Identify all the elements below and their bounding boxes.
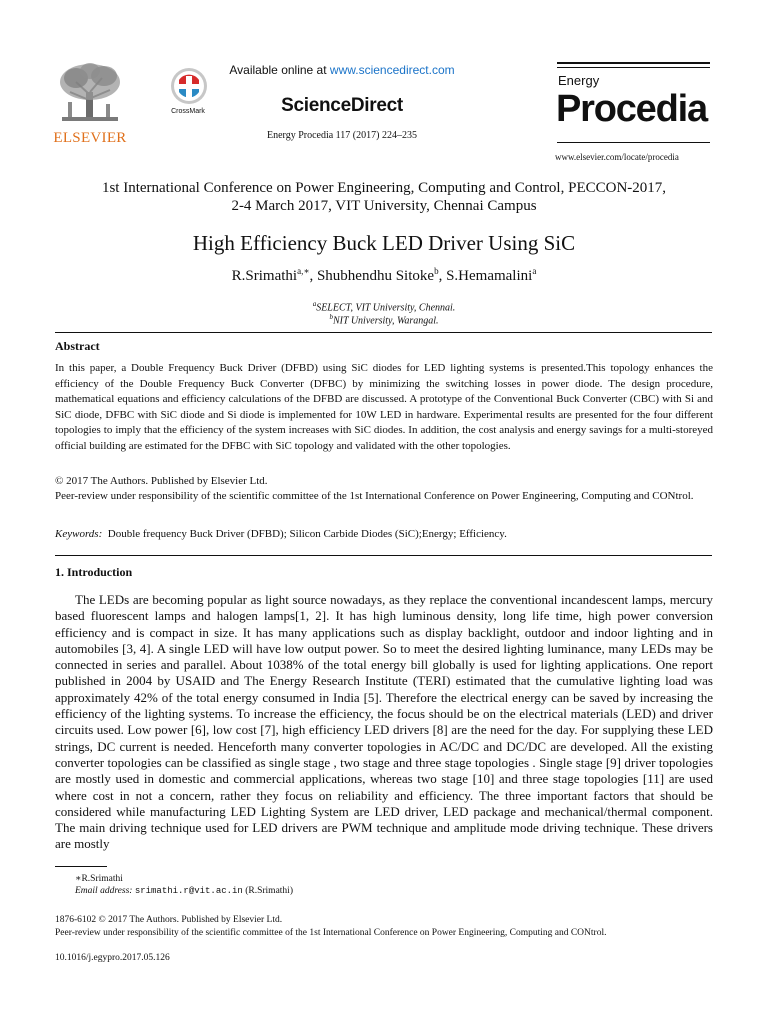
- section-heading-introduction: 1. Introduction: [55, 565, 133, 579]
- email-suffix: (R.Srimathi): [242, 886, 293, 896]
- abstract-peer-review: Peer-review under responsibility of the scientific committee of the 1st International Conference on Power Engineering, Computing and CONtrol.: [55, 490, 694, 502]
- section-divider: [55, 332, 712, 333]
- journal-name-small: Energy: [558, 73, 600, 88]
- conference-line-1: 1st International Conference on Power Engineering, Computing and Control, PECCON-2017,: [101, 180, 667, 196]
- footnote-author: ∗R.Srimathi: [75, 874, 123, 884]
- author-separator: ,: [309, 268, 317, 284]
- crossmark-label: CrossMark: [171, 108, 205, 115]
- keywords-text: Double frequency Buck Driver (DFBD); Silicon Carbide Diodes (SiC);Energy; Efficiency.: [107, 528, 507, 540]
- masthead-rule: [557, 67, 710, 68]
- footnote-email: [75, 886, 293, 896]
- author-name: Shubhendhu Sitoke: [316, 268, 435, 284]
- footer-peer-review: Peer-review under responsibility of the scientific committee of the 1st International Conference on Power Engineering, Computing and CONtrol.: [55, 928, 607, 938]
- keywords: [55, 528, 713, 540]
- elsevier-tree-icon: [56, 62, 124, 124]
- available-online: [222, 63, 462, 77]
- affiliation-mark: a: [312, 300, 317, 308]
- author-affiliation-mark: a: [532, 266, 537, 276]
- masthead-rule: [557, 62, 710, 64]
- author-affiliation-mark: a,∗: [297, 266, 310, 276]
- available-prefix: Available online at: [229, 63, 330, 77]
- affiliation: [0, 300, 768, 313]
- footer-issn: 1876-6102 © 2017 The Authors. Published by Elsevier Ltd.: [55, 915, 283, 925]
- footer-doi[interactable]: 10.1016/j.egypro.2017.05.126: [55, 953, 170, 963]
- affiliation-text: SELECT, VIT University, Chennai.: [316, 302, 456, 314]
- sciencedirect-link[interactable]: www.sciencedirect.com: [329, 63, 455, 77]
- elsevier-logo: [52, 62, 128, 148]
- email-address[interactable]: srimathi.r@vit.ac.in: [134, 886, 243, 896]
- introduction-text: The LEDs are becoming popular as light source nowadays, as they replace the conventional incandescent lamps, mercury based fluorescent lamps and halogen lamps[1, 2]. It has high luminous density, long life time, high power conversion efficiency and is compact in size. It has many applications such as display backlight, outdoor and indoor lighting and in automobiles [3, 4]. A single LED will have low output power. So to meet the desired lighting luminance, many LEDs may be connected in series and parallel. About 1038% of the total energy bill globally is used for lighting applications. One report published in 2004 by USAID and The Energy Research Institute (TERI) estimated that the cumulative lighting load was approximately 42% of the total energy consumed in India [5]. Therefore the electrical energy can be saved by increasing the efficiency of the lighting systems. To increase the efficiency, the focus should be on the electrical materials (LED) and driver circuits used. Low power [6], low cost [7], high efficiency LED drivers [8] are the need for the day. For supplying these LED strings, DC current is needed. Henceforth many converter topologies in AC/DC and DC/DC are developed. All the existing converter topologies can be classified as single stage , two stage and three stage topologies . Single stage [9] driver topologies are mostly used in domestic and commercial applications, whereas two stage [10] and three stage topologies [11] are used where cost in not a concern, rather they focus on reliability and efficiency. The three important factors that should be considered while manufacturing LED Lighting System are LED driver, LED package and mechanical/thermal component. The main driving technique used for LED drivers are PWM technique and amplitude mode driving technique. These drivers are mostly: [55, 592, 713, 852]
- abstract-copyright: © 2017 The Authors. Published by Elsevier Ltd.: [55, 475, 268, 487]
- elsevier-wordmark: ELSEVIER: [53, 130, 127, 146]
- author-list: [0, 266, 768, 285]
- abstract-heading: Abstract: [55, 339, 100, 353]
- footnote-rule: [55, 866, 107, 867]
- sciencedirect-brand: ScienceDirect: [281, 95, 403, 116]
- keywords-label: Keywords:: [55, 528, 103, 540]
- author-separator: ,: [438, 268, 447, 284]
- email-label: Email address:: [75, 886, 133, 896]
- journal-url[interactable]: www.elsevier.com/locate/procedia: [555, 152, 679, 162]
- affiliation-mark: b: [329, 313, 333, 321]
- journal-name-large: Procedia: [556, 88, 707, 130]
- author-name: S.Hemamalini: [446, 268, 533, 284]
- abstract-text: In this paper, a Double Frequency Buck Driver (DFBD) using SiC diodes for LED lighting systems is presented.This topology enhances the efficiency of the Double Frequency Buck Converter (DFBC) by minimizing the switching losses in power diode. The design procedure, mathematical equations and efficiency calculations of the DFBD are discussed. A prototype of the Conventional Buck Converter (CBC) with Si and SiC diode, DFBC with SiC diode and Si diode is implemented for 10W LED in hardware. Experimental results are presented for the four different topologies to imply that the efficiency of the system increases with SiC diodes. In addition, the cost analysis and energy savings for a multi-storeyed official building are estimated for the DFBC with SiC topology and validated with the other topologies.: [55, 362, 713, 452]
- paper-title: High Efficiency Buck LED Driver Using SiC: [192, 231, 576, 255]
- journal-reference: Energy Procedia 117 (2017) 224–235: [267, 130, 417, 141]
- affiliation-text: NIT University, Warangal.: [332, 315, 439, 327]
- conference-line-2: 2-4 March 2017, VIT University, Chennai Campus: [231, 198, 537, 214]
- author-name: R.Srimathi: [231, 268, 298, 284]
- affiliation: [0, 313, 768, 326]
- author-affiliation-mark: b: [434, 266, 439, 276]
- masthead-rule: [557, 142, 710, 143]
- section-divider: [55, 555, 712, 556]
